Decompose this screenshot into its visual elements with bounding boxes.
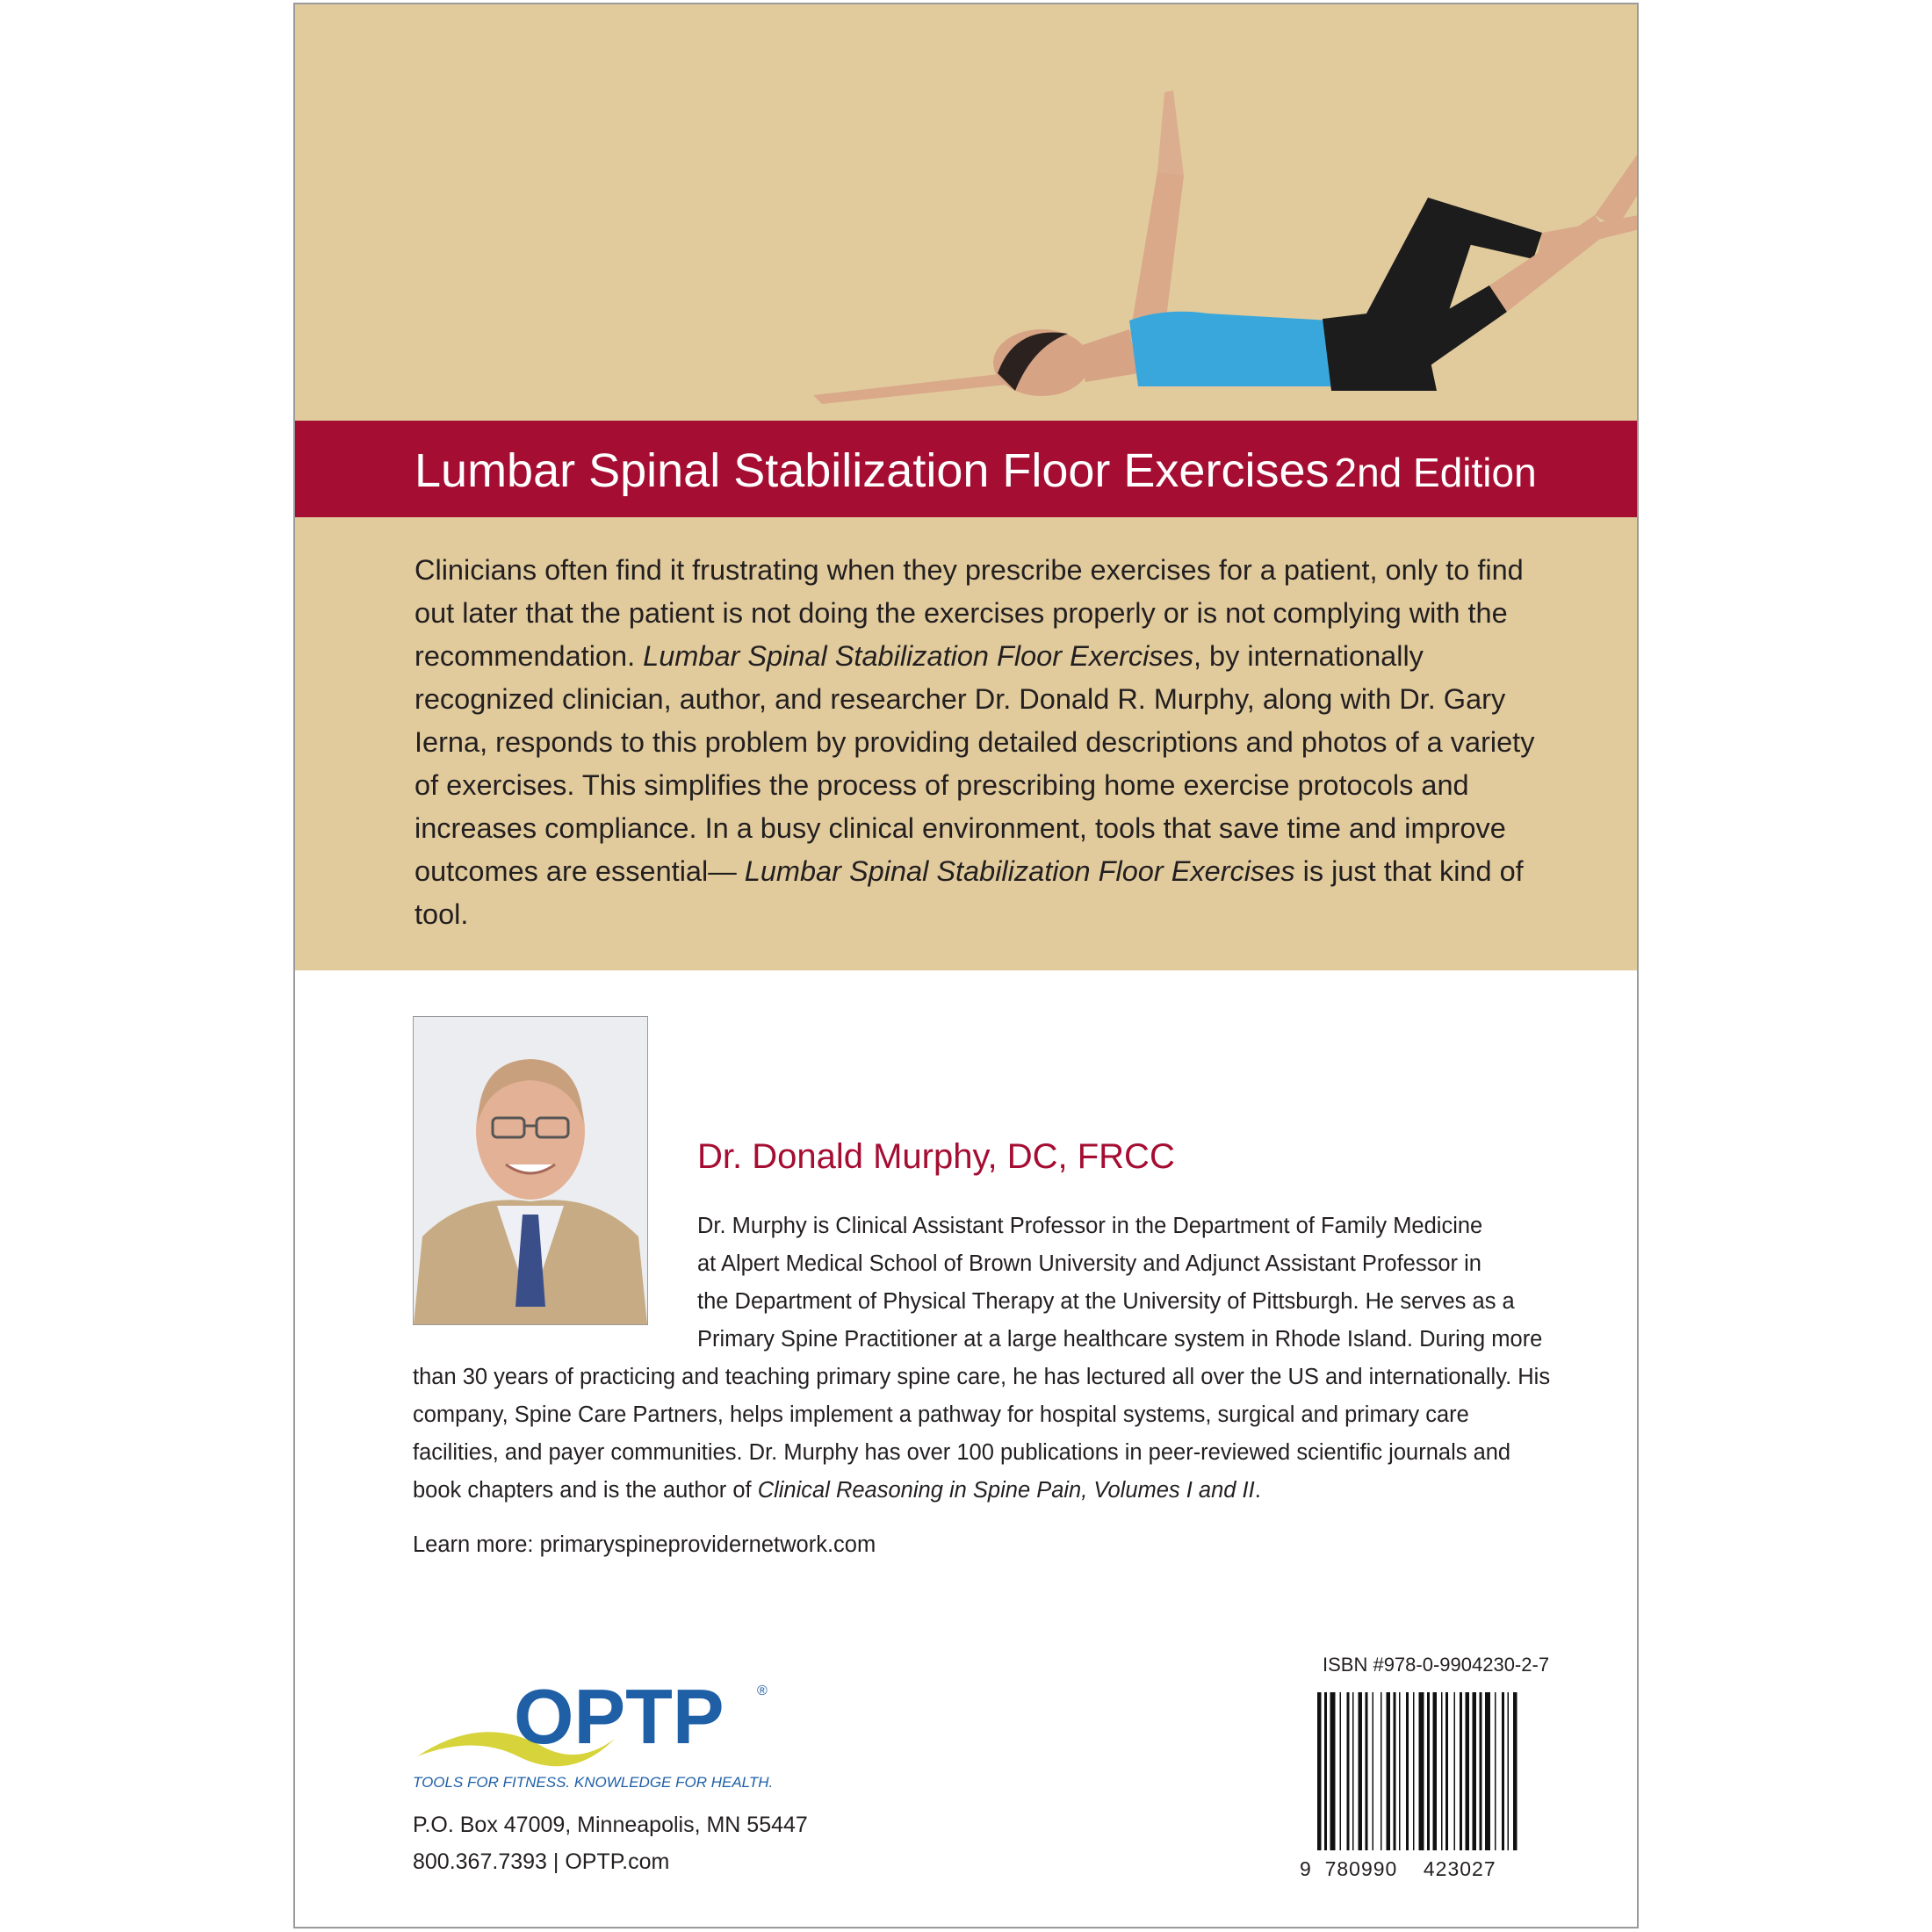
barcode-bar	[1352, 1692, 1354, 1850]
barcode-bar	[1460, 1692, 1462, 1850]
barcode-bar	[1394, 1692, 1396, 1850]
description-text: Clinicians often find it frustrating when they prescribe exercises for a patient, only to find out later that the patient is not doing the exercises properly or is not complying with the recommendation. Lumbar Spinal Stabilization Floor Exercises, by internationally recognized clinician, author, and researcher Dr. Donald R. Murphy, along with Dr. Gary Ierna, responds to this problem by providing detailed descriptions and photos of a variety of exercises. This simplifies the process of prescribing home exercise protocols and increases compliance. In a busy clinical environment, tools that save time and improve outcomes are essential— Lumbar Spinal Stabilization Floor Exercises is just that kind of tool.	[415, 554, 1535, 930]
author-name: Dr. Donald Murphy, DC, FRCC	[697, 1137, 1175, 1176]
barcode-bar	[1441, 1692, 1443, 1850]
publisher-tagline: TOOLS FOR FITNESS. KNOWLEDGE FOR HEALTH.	[413, 1774, 774, 1791]
barcode-digits: 9 780990 423027	[1300, 1857, 1496, 1880]
barcode-bar	[1324, 1692, 1327, 1850]
barcode-bar	[1366, 1692, 1368, 1850]
barcode-bar	[1330, 1692, 1336, 1850]
publisher-contact: 800.367.7393 | OPTP.com	[413, 1849, 670, 1874]
optp-wordmark: OPTP	[514, 1673, 724, 1760]
optp-logo	[413, 1660, 782, 1783]
publisher-address: P.O. Box 47009, Minneapolis, MN 55447 800.367.7393 | OPTP.com	[413, 1806, 808, 1880]
book-back-cover	[293, 3, 1639, 1928]
barcode-bar	[1406, 1692, 1409, 1850]
barcode-bar	[1495, 1692, 1496, 1850]
barcode-bar	[1433, 1692, 1438, 1850]
barcode-bar	[1381, 1692, 1382, 1850]
book-title-italic: Lumbar Spinal Stabilization Floor Exercises	[744, 855, 1295, 887]
barcode-bar	[1473, 1692, 1477, 1850]
barcode-bar	[1413, 1692, 1415, 1850]
isbn-text: ISBN #978-0-9904230-2-7	[1323, 1654, 1550, 1676]
book-title-italic: Lumbar Spinal Stabilization Floor Exercises	[643, 640, 1193, 672]
barcode-bar	[1359, 1692, 1363, 1850]
barcode-bar	[1399, 1692, 1401, 1850]
barcode-bar	[1445, 1692, 1448, 1850]
exercise-photo	[752, 83, 1639, 426]
author-book-title: Clinical Reasoning in Spine Pain, Volumes I and II	[757, 1478, 1255, 1503]
barcode-bar	[1347, 1692, 1350, 1850]
barcode-bar	[1502, 1692, 1504, 1850]
barcode-bar	[1340, 1692, 1342, 1850]
author-bio: Dr. Murphy is Clinical Assistant Professor in the Department of Family Medicine at Alpert Medical School of Brown University and Adjunct Assistant Professor in the Department of Physical Therapy at the University of Pittsburgh. He serves as a Primary Spine Practitioner at a large healthcare system in Rhode Island. During more than 30 years of practicing and teaching primary spine care, he has lectured all over the US and internationally. His company, Spine Care Partners, helps implement a pathway for hospital systems, surgical and primary care facilities, and payer communities. Dr. Murphy has over 100 publications in peer-reviewed scientific journals and book chapters and is the author of Clinical Reasoning in Spine Pain, Volumes I and II.	[413, 1214, 1551, 1503]
barcode-bar	[1485, 1692, 1490, 1850]
barcode-bar	[1513, 1692, 1517, 1850]
book-edition: 2nd Edition	[1334, 450, 1537, 495]
barcode-bar	[1454, 1692, 1456, 1850]
barcode-bar	[1466, 1692, 1470, 1850]
barcode-bar	[1480, 1692, 1482, 1850]
barcode-bar	[1419, 1692, 1424, 1850]
description-panel	[295, 517, 1637, 970]
book-title: Lumbar Spinal Stabilization Floor Exercises 2nd Edition	[415, 444, 1537, 497]
learn-more-link[interactable]: Learn more: primaryspineprovidernetwork.com	[413, 1532, 876, 1557]
barcode-bar	[1427, 1692, 1430, 1850]
svg-text:®: ®	[757, 1683, 768, 1698]
barcode-bar	[1508, 1692, 1510, 1850]
barcode-bar	[1317, 1692, 1322, 1850]
barcode-bar	[1387, 1692, 1391, 1850]
barcode-bar	[1373, 1692, 1374, 1850]
title-band	[295, 421, 1637, 517]
isbn-barcode	[1314, 1692, 1525, 1868]
